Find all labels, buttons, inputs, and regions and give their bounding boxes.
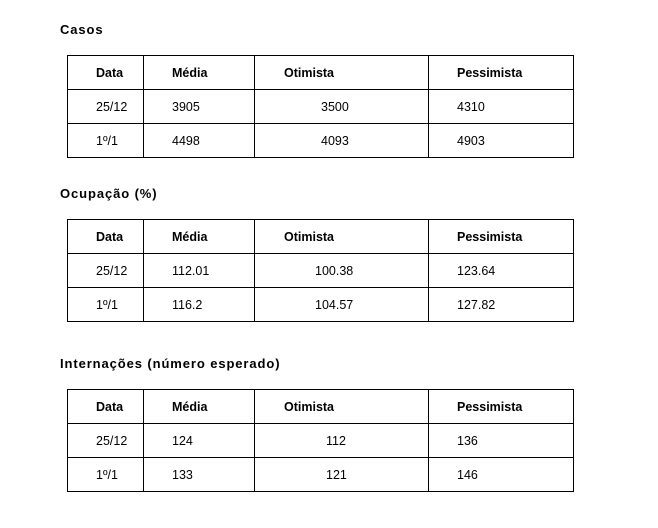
- section-heading-internacoes: Internações (número esperado): [60, 356, 281, 371]
- column-header-pessimista: Pessimista: [429, 220, 574, 254]
- cell-media: 133: [144, 458, 255, 492]
- table-header-row: [68, 56, 574, 90]
- cell-data: 25/12: [68, 90, 144, 124]
- column-header-data: Data: [68, 56, 144, 90]
- cell-data: 1º/1: [68, 124, 144, 158]
- table-row: [68, 254, 574, 288]
- table-row: [68, 90, 574, 124]
- cell-media: 112.01: [144, 254, 255, 288]
- cell-pessimista: 4310: [429, 90, 574, 124]
- column-header-data: Data: [68, 220, 144, 254]
- cell-media: 124: [144, 424, 255, 458]
- table-row: [68, 458, 574, 492]
- column-header-otimista: Otimista: [255, 220, 429, 254]
- casos-table: [67, 55, 574, 158]
- cell-otimista: 121: [255, 458, 429, 492]
- cell-data: 25/12: [68, 254, 144, 288]
- cell-media: 116.2: [144, 288, 255, 322]
- cell-pessimista: 4903: [429, 124, 574, 158]
- table-row: [68, 124, 574, 158]
- table-header-row: [68, 220, 574, 254]
- ocupacao-table: [67, 219, 574, 322]
- column-header-media: Média: [144, 390, 255, 424]
- table-row: [68, 424, 574, 458]
- column-header-otimista: Otimista: [255, 390, 429, 424]
- table-row: [68, 288, 574, 322]
- table-header-row: [68, 390, 574, 424]
- cell-media: 4498: [144, 124, 255, 158]
- cell-media: 3905: [144, 90, 255, 124]
- cell-otimista: 3500: [255, 90, 429, 124]
- column-header-otimista: Otimista: [255, 56, 429, 90]
- cell-data: 1º/1: [68, 288, 144, 322]
- cell-otimista: 4093: [255, 124, 429, 158]
- column-header-media: Média: [144, 56, 255, 90]
- cell-otimista: 104.57: [255, 288, 429, 322]
- cell-otimista: 100.38: [255, 254, 429, 288]
- cell-pessimista: 123.64: [429, 254, 574, 288]
- column-header-media: Média: [144, 220, 255, 254]
- column-header-data: Data: [68, 390, 144, 424]
- column-header-pessimista: Pessimista: [429, 390, 574, 424]
- cell-pessimista: 136: [429, 424, 574, 458]
- cell-pessimista: 146: [429, 458, 574, 492]
- section-heading-casos: Casos: [60, 22, 104, 37]
- cell-data: 25/12: [68, 424, 144, 458]
- section-heading-ocupacao: Ocupação (%): [60, 186, 158, 201]
- cell-otimista: 112: [255, 424, 429, 458]
- internacoes-table: [67, 389, 574, 492]
- cell-pessimista: 127.82: [429, 288, 574, 322]
- cell-data: 1º/1: [68, 458, 144, 492]
- column-header-pessimista: Pessimista: [429, 56, 574, 90]
